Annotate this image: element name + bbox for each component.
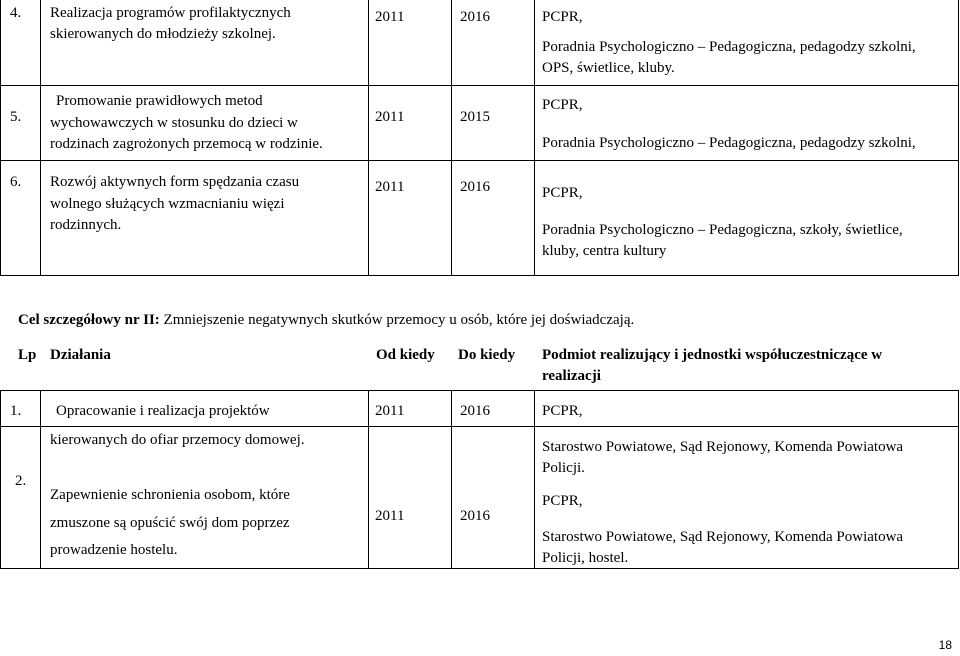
header-entity-line-2: realizacji — [542, 368, 601, 384]
header-to: Do kiedy — [458, 347, 516, 363]
row-1-to: 2016 — [460, 403, 490, 419]
row-1-from: 2011 — [375, 403, 405, 419]
row-5-action-line-2: wychowawczych w stosunku do dzieci w — [50, 115, 298, 131]
header-action: Działania — [50, 347, 111, 363]
row-5-entity-line-2: Poradnia Psychologiczno – Pedagogiczna, pedagodzy szkolni, — [542, 135, 916, 151]
row-6-action-line-1: Rozwój aktywnych form spędzania czasu — [50, 174, 300, 190]
row-1-lp: 1. — [10, 403, 22, 419]
row-6-from: 2011 — [375, 179, 405, 195]
row-2-action-line-1: Zapewnienie schronienia osobom, które — [50, 487, 290, 503]
goal-text: Zmniejszenie negatywnych skutków przemocy u osób, które jej doświadczają. — [159, 312, 635, 328]
row-6-action-line-2: wolnego służących wzmacnianiu więzi — [50, 196, 285, 212]
row-5-action-line-1: Promowanie prawidłowych metod — [56, 93, 263, 109]
header-from: Od kiedy — [376, 347, 435, 363]
page-number: 18 — [938, 638, 952, 652]
row-4-from: 2011 — [375, 9, 405, 25]
row-4-entity-line-3: OPS, świetlice, kluby. — [542, 60, 675, 76]
row-1-entity-line-3: Policji. — [542, 460, 585, 476]
row-5-to: 2015 — [460, 109, 490, 125]
header-lp: Lp — [18, 347, 37, 363]
row-5-from: 2011 — [375, 109, 405, 125]
goal-label: Cel szczegółowy nr II: — [18, 312, 160, 328]
row-6-action-line-3: rodzinnych. — [50, 217, 122, 233]
row-2-action-line-3: prowadzenie hostelu. — [50, 542, 178, 558]
row-5-action-line-3: rodzinach zagrożonych przemocą w rodzinie. — [50, 136, 323, 152]
header-entity-line-1: Podmiot realizujący i jednostki współuczestniczące w — [542, 347, 883, 363]
row-2-to: 2016 — [460, 508, 490, 524]
row-2-entity-line-2: Starostwo Powiatowe, Sąd Rejonowy, Komenda Powiatowa — [542, 529, 904, 545]
row-4-action-line-2: skierowanych do młodzieży szkolnej. — [50, 26, 276, 42]
row-5-lp: 5. — [10, 109, 22, 125]
row-4-to: 2016 — [460, 9, 490, 25]
row-2-action-line-2: zmuszone są opuścić swój dom poprzez — [50, 515, 290, 531]
row-6-lp: 6. — [10, 174, 22, 190]
row-2-entity-line-1: PCPR, — [542, 493, 583, 509]
row-4-entity-line-1: PCPR, — [542, 9, 583, 25]
row-2-lp: 2. — [15, 473, 27, 489]
row-2-from: 2011 — [375, 508, 405, 524]
row-2-entity-line-3: Policji, hostel. — [542, 550, 629, 566]
row-1-entity-line-1: PCPR, — [542, 403, 583, 419]
row-4-lp: 4. — [10, 5, 22, 21]
row-4-action-line-1: Realizacja programów profilaktycznych — [50, 5, 291, 21]
row-1-action-line-1: Opracowanie i realizacja projektów — [56, 403, 270, 419]
goal-heading — [18, 310, 634, 332]
row-1-entity-line-2: Starostwo Powiatowe, Sąd Rejonowy, Komenda Powiatowa — [542, 439, 904, 455]
row-6-entity-line-2: Poradnia Psychologiczno – Pedagogiczna, szkoły, świetlice, — [542, 222, 903, 238]
row-6-entity-line-1: PCPR, — [542, 185, 583, 201]
row-6-to: 2016 — [460, 179, 490, 195]
row-6-entity-line-3: kluby, centra kultury — [542, 243, 667, 259]
row-4-entity-line-2: Poradnia Psychologiczno – Pedagogiczna, pedagodzy szkolni, — [542, 39, 916, 55]
row-5-entity-line-1: PCPR, — [542, 97, 583, 113]
row-1-action-line-2: kierowanych do ofiar przemocy domowej. — [50, 432, 305, 448]
